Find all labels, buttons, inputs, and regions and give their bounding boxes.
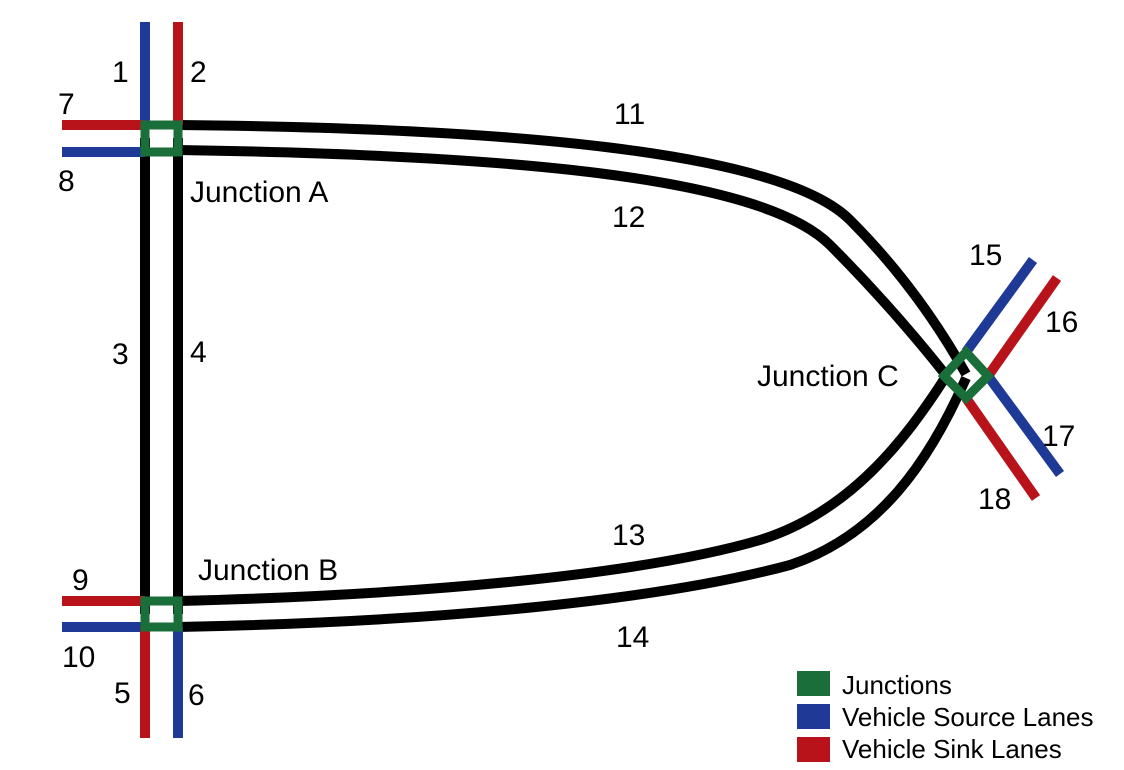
lane-label-12: 12 — [612, 201, 646, 234]
lane-label-13: 13 — [612, 519, 646, 552]
lane-label-2: 2 — [190, 56, 207, 89]
lane-label-17: 17 — [1042, 420, 1076, 453]
lane-label-9: 9 — [72, 564, 89, 597]
junction-b-label: Junction B — [198, 554, 339, 587]
lane-label-6: 6 — [188, 679, 205, 712]
legend-source-label: Vehicle Source Lanes — [842, 702, 1094, 732]
lane-label-18: 18 — [978, 483, 1012, 516]
lane-label-10: 10 — [62, 641, 96, 674]
legend-junctions-label: Junctions — [842, 670, 952, 700]
legend-source-swatch — [797, 704, 830, 729]
lane-14 — [178, 378, 966, 627]
lane-label-7: 7 — [58, 88, 75, 121]
lane-label-1: 1 — [112, 56, 129, 89]
lane-label-14: 14 — [616, 621, 650, 654]
legend-sink-swatch — [797, 737, 830, 762]
legend-junctions-swatch — [797, 671, 830, 696]
lane-label-3: 3 — [112, 338, 129, 371]
junction-a-label: Junction A — [190, 176, 329, 209]
lane-label-16: 16 — [1045, 306, 1079, 339]
legend-sink-label: Vehicle Sink Lanes — [842, 734, 1062, 764]
junction-c-marker — [944, 352, 988, 398]
lane-label-5: 5 — [114, 677, 131, 710]
lane-11 — [178, 125, 966, 374]
lane-label-8: 8 — [58, 165, 75, 198]
junction-c-label: Junction C — [757, 360, 899, 393]
legend — [797, 670, 1094, 764]
lane-label-11: 11 — [614, 98, 646, 131]
lane-label-15: 15 — [969, 239, 1003, 272]
lane-label-4: 4 — [190, 336, 207, 369]
lane-15 — [966, 260, 1033, 352]
